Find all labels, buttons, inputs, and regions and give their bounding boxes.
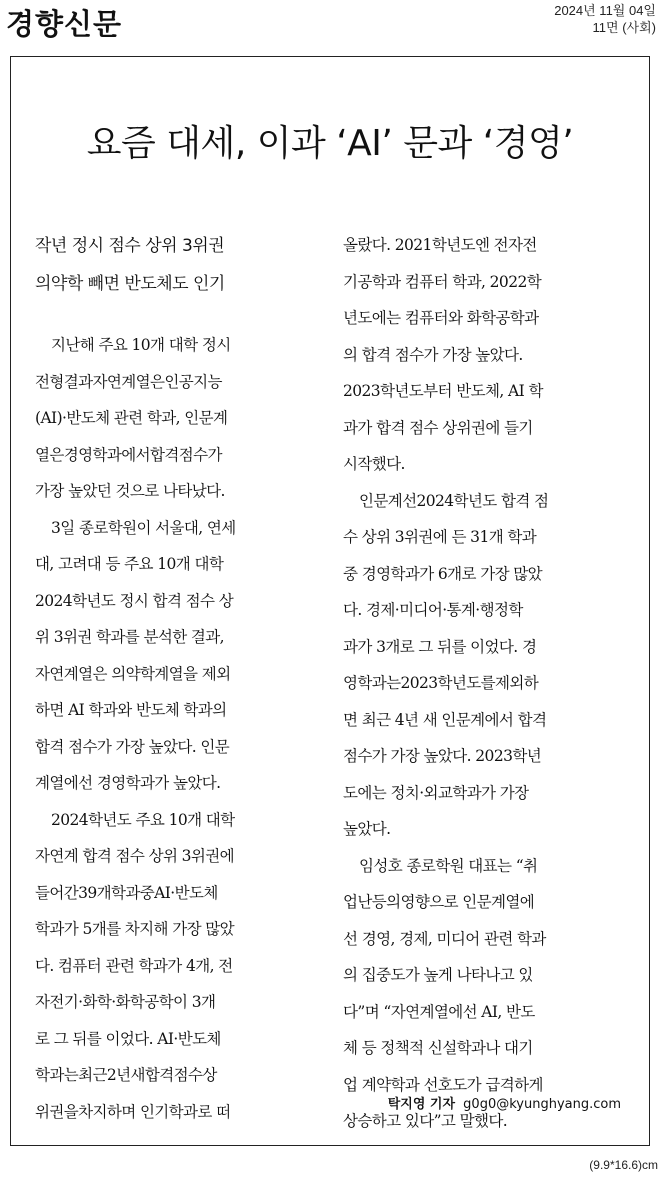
right-text-line: 다”며 “자연계열에선 AI, 반도 bbox=[343, 1002, 535, 1021]
right-text-line: 다. 경제·미디어·통계·행정학 bbox=[343, 601, 523, 619]
publication-date: 2024년 11월 04일 bbox=[554, 3, 656, 18]
left-text-line: 들어간39개학과중AI·반도체 bbox=[35, 883, 218, 902]
right-text-line: 중 경영학과가 6개로 가장 많았 bbox=[343, 564, 543, 583]
right-text-line: 선 경영, 경제, 미디어 관련 학과 bbox=[343, 929, 546, 948]
right-text-line: 과가 3개로 그 뒤를 이었다. 경 bbox=[343, 637, 537, 656]
left-text-line: 로 그 뒤를 이었다. AI·반도체 bbox=[35, 1029, 221, 1048]
right-text-line: 도에는 정치·외교학과가 가장 bbox=[343, 783, 529, 802]
left-text-line: 계열에선 경영학과가 높았다. bbox=[35, 774, 221, 792]
right-text-line: 점수가 가장 높았다. 2023학년 bbox=[343, 747, 542, 765]
article-frame bbox=[10, 56, 650, 1146]
masthead-logo: 경향신문 bbox=[6, 7, 123, 41]
right-text-line: 올랐다. 2021학년도엔 전자전 bbox=[343, 236, 537, 254]
left-text-line: 하면 AI 학과와 반도체 학과의 bbox=[35, 701, 227, 719]
left-text-line: 대, 고려대 등 주요 10개 대학 bbox=[35, 555, 224, 573]
left-text-line: 위권을차지하며 인기학과로 떠 bbox=[35, 1102, 231, 1121]
right-text-line: 상승하고 있다”고 말했다. bbox=[343, 1112, 508, 1130]
right-text-line: 체 등 정책적 신설학과나 대기 bbox=[343, 1039, 533, 1057]
left-text-line: 가장 높았던 것으로 나타났다. bbox=[35, 482, 225, 500]
right-text-line: 영학과는2023학년도를제외하 bbox=[343, 674, 539, 692]
left-text-line: 다. 컴퓨터 관련 학과가 4개, 전 bbox=[35, 956, 233, 975]
right-text-line: 면 최근 4년 새 인문계에서 합격 bbox=[343, 710, 547, 729]
left-text-line: 자전기·화학·화학공학이 3개 bbox=[35, 993, 216, 1011]
left-text-line: 2024학년도 주요 10개 대학 bbox=[51, 810, 235, 829]
left-text-line: 전형결과자연계열은인공지능 bbox=[35, 372, 222, 391]
left-text-line: 합격 점수가 가장 높았다. 인문 bbox=[35, 737, 230, 756]
left-text-line: (AI)·반도체 관련 학과, 인문계 bbox=[35, 409, 228, 427]
reporter-email: g0g0@kyunghyang.com bbox=[463, 1097, 621, 1112]
right-text-line: 인문계선2024학년도 합격 점 bbox=[359, 491, 549, 510]
right-text-line: 과가 합격 점수 상위권에 들기 bbox=[343, 418, 533, 437]
right-text-line: 기공학과 컴퓨터 학과, 2022학 bbox=[343, 272, 542, 291]
left-text-line: 3일 종로학원이 서울대, 연세 bbox=[51, 518, 236, 537]
article-headline: 요즘 대세, 이과 ‘AI’ 문과 ‘경영’ bbox=[86, 123, 574, 164]
subheading-block bbox=[35, 227, 325, 303]
byline bbox=[388, 1093, 621, 1112]
left-text-line: 자연계열은 의약학계열을 제외 bbox=[35, 664, 231, 683]
right-text-line: 시작했다. bbox=[343, 455, 405, 473]
right-text-line: 수 상위 3위권에 든 31개 학과 bbox=[343, 528, 537, 546]
left-text-line: 학과는최근2년새합격점수상 bbox=[35, 1066, 217, 1084]
right-text-line: 임성호 종로학원 대표는 “취 bbox=[359, 856, 538, 875]
page-section: 11면 (사회) bbox=[592, 20, 656, 35]
publication-info bbox=[554, 2, 656, 36]
right-text-line: 2023학년도부터 반도체, AI 학 bbox=[343, 382, 543, 400]
left-column bbox=[35, 227, 325, 1130]
subheading-line-1: 작년 정시 점수 상위 3위권 bbox=[35, 236, 225, 256]
left-text-line: 열은경영학과에서합격점수가 bbox=[35, 445, 222, 464]
right-text-line: 업 계약학과 선호도가 급격하게 bbox=[343, 1075, 543, 1094]
left-text-line: 위 3위권 학과를 분석한 결과, bbox=[35, 628, 225, 646]
right-text-line: 업난등의영향으로 인문계열에 bbox=[343, 893, 535, 911]
left-text-line: 2024학년도 정시 합격 점수 상 bbox=[35, 591, 234, 610]
right-column bbox=[343, 227, 633, 1140]
subheading-line-2: 의약학 빼면 반도체도 인기 bbox=[35, 274, 225, 294]
article-size-note: (9.9*16.6)cm bbox=[589, 1158, 658, 1172]
right-text-line: 높았다. bbox=[343, 820, 391, 838]
reporter-name: 탁지영 기자 bbox=[387, 1097, 456, 1112]
right-text-line: 의 합격 점수가 가장 높았다. bbox=[343, 345, 523, 364]
left-text-line: 지난해 주요 10개 대학 정시 bbox=[51, 336, 231, 354]
right-text-line: 의 집중도가 높게 나타나고 있 bbox=[343, 966, 533, 984]
left-text-line: 학과가 5개를 차지해 가장 많았 bbox=[35, 920, 235, 938]
right-text-line: 년도에는 컴퓨터와 화학공학과 bbox=[343, 309, 539, 327]
left-text-line: 자연계 합격 점수 상위 3위권에 bbox=[35, 847, 235, 865]
